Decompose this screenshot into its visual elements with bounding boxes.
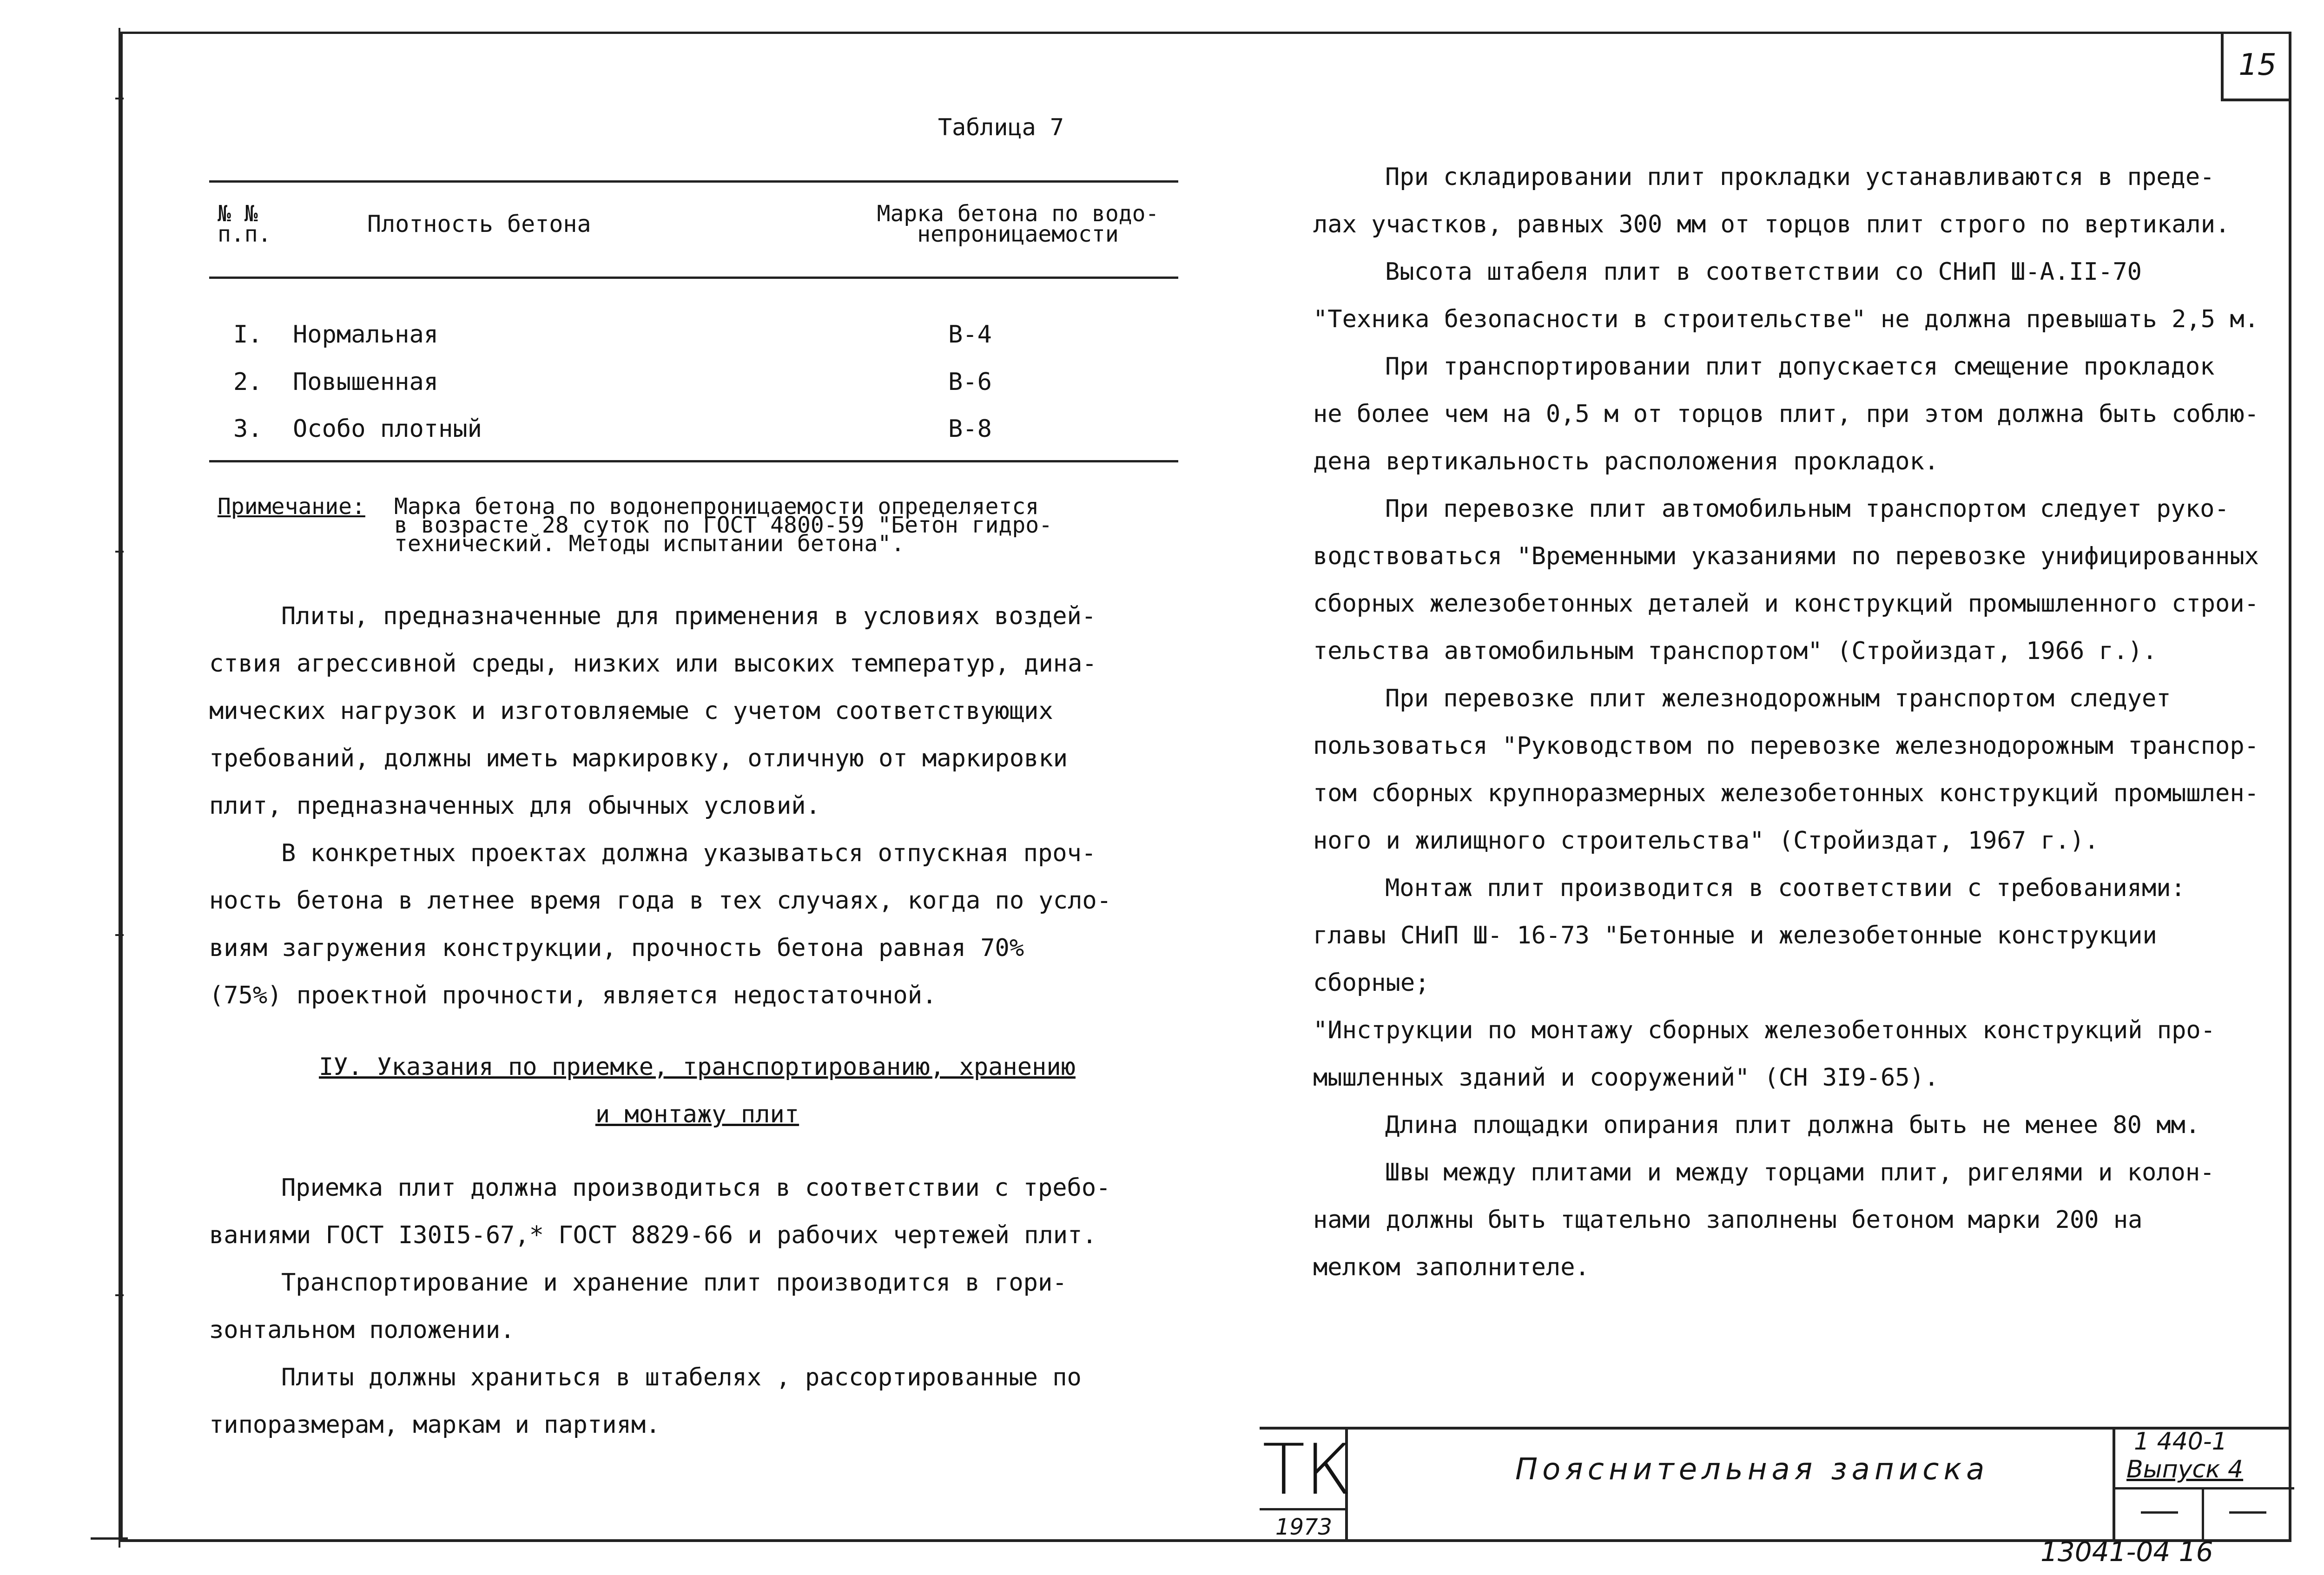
right-paragraphs — [1313, 153, 2275, 1291]
table-row — [228, 321, 1185, 353]
empty-field-dash — [2229, 1511, 2266, 1514]
table-caption: Таблица 7 — [938, 114, 1064, 141]
series-code: 1 440-1 — [2134, 1428, 2227, 1456]
text-line: При транспортировании плит допускается смещение прокладок — [1385, 353, 2215, 381]
table-row — [228, 415, 1185, 448]
empty-field-dash — [2141, 1511, 2178, 1514]
row-density: Нормальная — [293, 321, 439, 349]
text-line: водствоваться "Временными указаниями по перевозке унифицированных — [1313, 542, 2259, 570]
text-line: том сборных крупноразмерных железобетонных конструкций промышлен- — [1313, 779, 2259, 807]
logo-mark: ТК — [1262, 1430, 1352, 1510]
row-grade: В-6 — [948, 368, 992, 396]
text-line: главы СНиП Ш- 16-73 "Бетонные и железобетонные конструкции — [1313, 922, 2157, 949]
text-line: При перевозке плит железнодорожным транспортом следует — [1385, 685, 2171, 712]
header-grade-line2: непроницаемости — [917, 221, 1119, 247]
text-line: "Техника безопасности в строительстве" не должна превышать 2,5 м. — [1313, 305, 2259, 333]
text-line: Транспортирование и хранение плит производится в гори- — [281, 1269, 1067, 1297]
text-line: не более чем на 0,5 м от торцов плит, при этом должна быть соблю- — [1313, 400, 2259, 428]
row-density: Повышенная — [293, 368, 439, 396]
text-line: (75%) проектной прочности, является недостаточной. — [209, 982, 937, 1009]
logo-year: 1973 — [1260, 1508, 1348, 1540]
text-line: Длина площадки опирания плит должна быть не менее 80 мм. — [1385, 1111, 2200, 1139]
note-line: Марка бетона по водонепроницаемости определяется — [394, 494, 1039, 520]
text-line: пользоваться "Руководством по перевозке железнодорожным транспор- — [1313, 732, 2259, 760]
section-heading-line1: IУ. Указания по приемке, транспортированию, хранению — [319, 1053, 1076, 1081]
row-density: Особо плотный — [293, 415, 482, 443]
text-line: Плиты, предназначенные для применения в условиях воздей- — [281, 602, 1096, 630]
text-line: При перевозке плит автомобильным транспортом следует руко- — [1385, 495, 2229, 523]
sheet-number: 15 — [2221, 32, 2291, 101]
text-line: ваниями ГОСТ I30I5-67,* ГОСТ 8829-66 и рабочих чертежей плит. — [209, 1221, 1097, 1249]
text-line: Приемка плит должна производиться в соответствии с требо- — [281, 1174, 1111, 1202]
text-line: сборных железобетонных деталей и конструкций промышленного строи- — [1313, 590, 2259, 618]
text-line: В конкретных проектах должна указываться отпускная проч- — [281, 839, 1096, 867]
table-row — [228, 368, 1185, 401]
text-line: Монтаж плит производится в соответствии с требованиями: — [1385, 874, 2185, 902]
table-note — [218, 494, 1194, 557]
code-rule — [2115, 1487, 2294, 1489]
text-line: мических нагрузок и изготовляемые с учетом соответствующих — [209, 697, 1053, 725]
text-line: Швы между плитами и между торцами плит, ригелями и колон- — [1385, 1159, 2215, 1186]
row-num: 2. — [233, 368, 263, 396]
title-block-code — [2113, 1427, 2291, 1542]
text-line: виям загружения конструкции, прочность бетона равная 70% — [209, 934, 1024, 962]
table-header-density: Плотность бетона — [367, 211, 591, 237]
row-grade: В-8 — [948, 415, 992, 443]
table-top-rule — [209, 180, 1178, 183]
text-line: При складировании плит прокладки устанавливаются в преде- — [1385, 163, 2215, 191]
note-text — [394, 494, 1212, 557]
text-line: сборные; — [1313, 969, 1430, 997]
row-grade: В-4 — [948, 321, 992, 349]
header-num-line2: п.п. — [218, 221, 271, 247]
issue-code: Выпуск 4 — [2126, 1456, 2244, 1483]
table-header-num — [218, 201, 271, 247]
note-label: Примечание: — [218, 494, 365, 520]
section-heading — [209, 1043, 1185, 1138]
table-header-grade — [865, 201, 1171, 247]
text-line: ствия агрессивной среды, низких или высоких температур, дина- — [209, 650, 1097, 678]
text-line: Высота штабеля плит в соответствии со СНиП Ш-А.II-70 — [1385, 258, 2142, 286]
note-line: в возрасте 28 суток по ГОСТ 4800-59 "Бетон гидро- — [394, 512, 1053, 538]
text-line: лах участков, равных 300 мм от торцов плит строго по вертикали. — [1313, 211, 2230, 238]
section-heading-line2: и монтажу плит — [595, 1101, 799, 1128]
document-title: Пояснительная записка — [1515, 1452, 1989, 1487]
note-line: технический. Методы испытании бетона". — [394, 531, 905, 557]
table-bottom-rule — [209, 460, 1178, 462]
text-line: "Инструкции по монтажу сборных железобетонных конструкций про- — [1313, 1016, 2216, 1044]
text-line: тельства автомобильным транспортом" (Стройиздат, 1966 г.). — [1313, 637, 2157, 665]
header-grade-line1: Марка бетона по водо- — [877, 201, 1159, 227]
text-line: нами должны быть тщательно заполнены бетоном марки 200 на — [1313, 1206, 2143, 1234]
row-num: I. — [233, 321, 263, 349]
header-num-line1: № № — [218, 201, 258, 227]
archive-number: 13041-04 16 — [2040, 1536, 2213, 1568]
title-block-logo — [1260, 1427, 1352, 1542]
text-line: дена вертикальность расположения прокладок. — [1313, 448, 1939, 475]
text-line: мелком заполнителе. — [1313, 1253, 1590, 1281]
code-divider — [2202, 1487, 2204, 1542]
text-line: мышленных зданий и сооружений" (СН 3I9-65). — [1313, 1064, 1939, 1092]
left-paragraphs — [209, 593, 1185, 1019]
left-paragraphs-2 — [209, 1164, 1185, 1449]
text-line: зонтальном положении. — [209, 1316, 515, 1344]
text-line: Плиты должны храниться в штабелях , рассортированные по — [281, 1364, 1082, 1391]
text-line: ного и жилищного строительства" (Стройиздат, 1967 г.). — [1313, 827, 2099, 855]
row-num: 3. — [233, 415, 263, 443]
text-line: плит, предназначенных для обычных условий. — [209, 792, 820, 820]
text-line: требований, должны иметь маркировку, отличную от маркировки — [209, 745, 1068, 772]
text-line: ность бетона в летнее время года в тех случаях, когда по усло- — [209, 887, 1112, 915]
table-header-rule — [209, 277, 1178, 279]
text-line: типоразмерам, маркам и партиям. — [209, 1411, 660, 1439]
